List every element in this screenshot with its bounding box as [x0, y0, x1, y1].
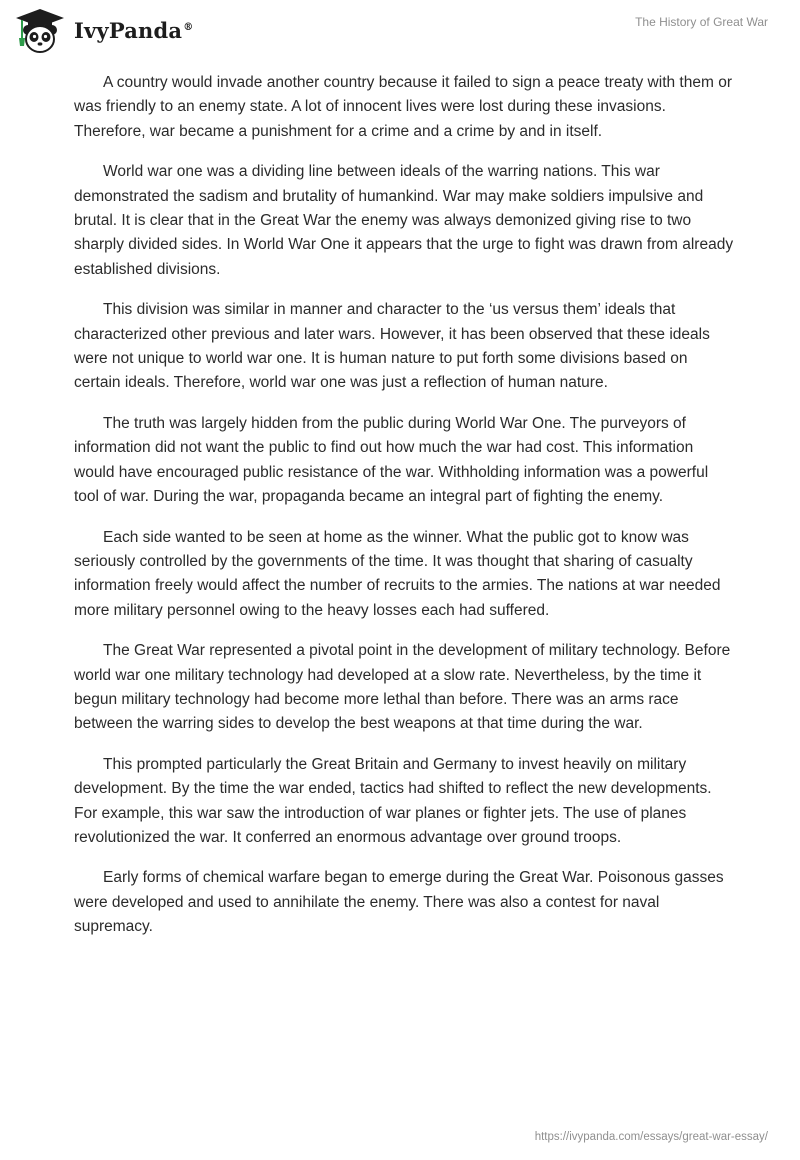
paragraph: This prompted particularly the Great Britain and Germany to invest heavily on military development. By the time the war ended, tactics had shifted to reflect the new developments. For example, this war saw the introduction of war planes or fighter jets. The use of planes revolutionized the war. It conferred an enormous advantage over ground troops.	[74, 755, 712, 846]
brand-name	[74, 18, 193, 43]
essay-body	[74, 71, 734, 956]
paragraph: The Great War represented a pivotal point in the development of military technology. Before world war one military technology had developed at a slow rate. Nevertheless, by the time it begun military technology had become more lethal than before. There was an arms race between the warring sides to develop the best weapons at that time during the war.	[74, 642, 731, 733]
paragraph: Early forms of chemical warfare began to emerge during the Great War. Poisonous gasses were developed and used to annihilate the enemy. There was also a contest for naval supremacy.	[74, 869, 724, 936]
paragraph: World war one was a dividing line between ideals of the warring nations. This war demonstrated the sadism and brutality of humankind. War may make soldiers impulsive and brutal. It is clear that in the Great War the enemy was always demonized giving rise to two sharply divided sides. In World War One it appears that the urge to fight was drawn from already established divisions.	[74, 163, 734, 278]
paragraph: The truth was largely hidden from the public during World War One. The purveyors of information did not want the public to find out how much the war had cost. This information would have encouraged public resistance of the war. Withholding information was a powerful tool of war. During the war, propaganda became an integral part of fighting the enemy.	[74, 414, 709, 506]
ivypanda-logo[interactable]	[14, 8, 193, 54]
source-url[interactable]: https://ivypanda.com/essays/great-war-essay/	[534, 1131, 768, 1143]
paragraph: Each side wanted to be seen at home as the winner. What the public got to know was seriously controlled by the governments of the time. It was thought that sharing of casualty information freely would affect the number of recruits to the armies. The nations at war needed more military personnel owing to the heavy losses each had suffered.	[74, 528, 721, 619]
panda-graduate-icon	[14, 8, 66, 54]
page-header	[0, 0, 800, 64]
brand-text: IvyPanda	[74, 17, 183, 43]
document-title: The History of Great War	[635, 15, 768, 29]
registered-mark: ®	[183, 21, 194, 33]
paragraph: A country would invade another country because it failed to sign a peace treaty with them or was friendly to an enemy state. A lot of innocent lives were lost during these invasions. Therefore, war became a punishment for a crime and a crime by and in itself.	[74, 74, 732, 140]
paragraph: This division was similar in manner and character to the ‘us versus them’ ideals that characterized other previous and later wars. However, it has been observed that these ideals were not unique to world war one. It is human nature to put forth some divisions based on certain ideals. Therefore, world war one was just a reflection of human nature.	[74, 301, 710, 392]
